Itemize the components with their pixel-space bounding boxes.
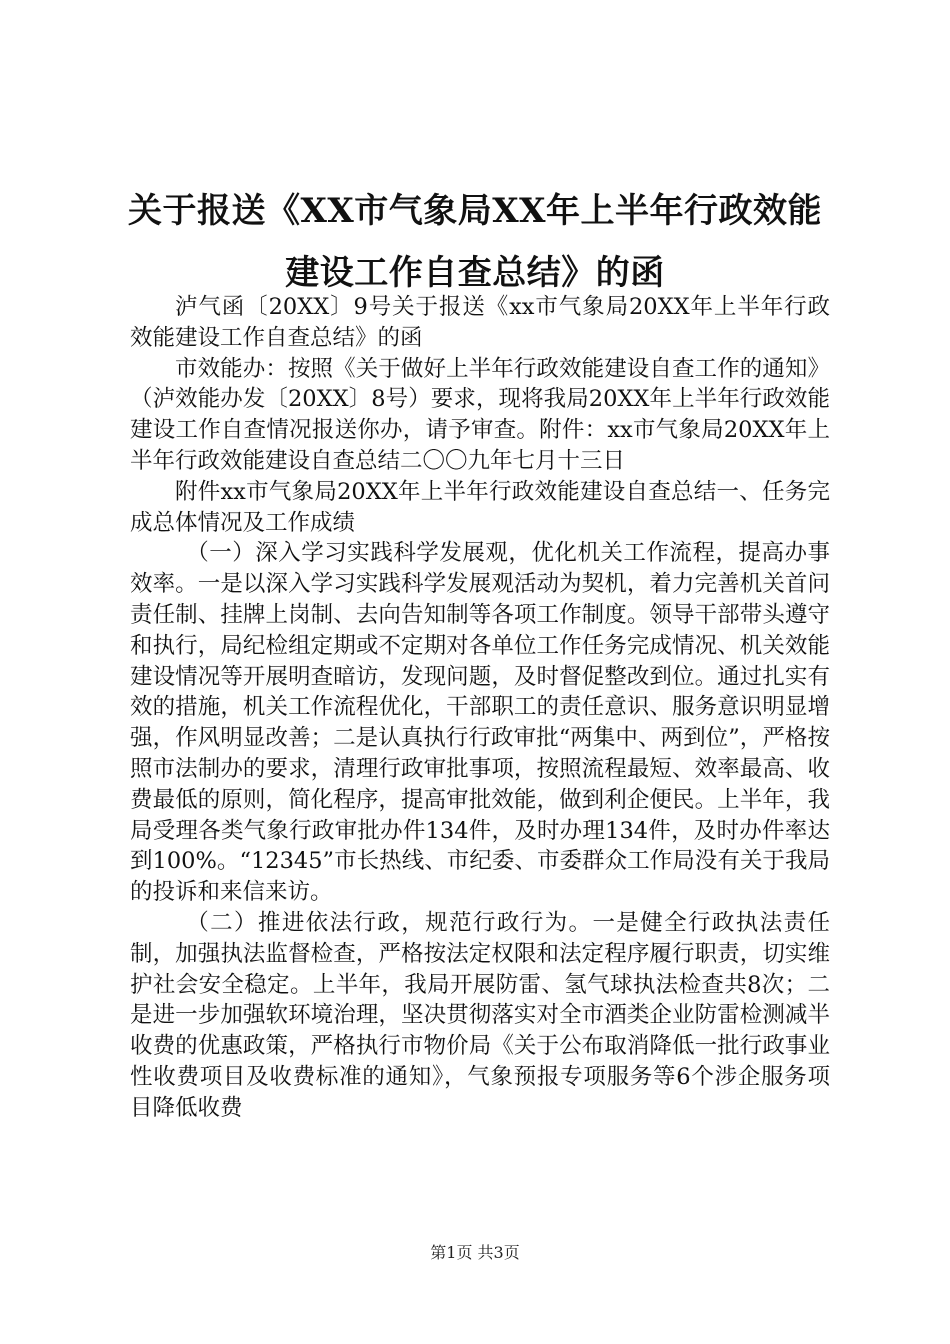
- paragraph-salutation: 市效能办：按照《关于做好上半年行政效能建设自查工作的通知》（泸效能办发〔20XX〕8号）要求，现将我局20XX年上半年行政效能建设工作自查情况报送你办，请予审查。附件：xx市气象局20XX年上半年行政效能建设自查总结二〇〇九年七月十三日: [130, 355, 830, 474]
- paragraph-attachment-heading: 附件xx市气象局20XX年上半年行政效能建设自查总结一、任务完成总体情况及工作成绩: [130, 478, 830, 536]
- page-number-footer: 第1页 共3页: [430, 1243, 520, 1262]
- document-title-line-1: 关于报送《XX市气象局XX年上半年行政效能: [127, 191, 823, 231]
- document-title-line-2: 建设工作自查总结》的函: [285, 253, 665, 293]
- paragraph-section-1: （一）深入学习实践科学发展观，优化机关工作流程，提高办事效率。一是以深入学习实践科学发展观活动为契机，着力完善机关首问责任制、挂牌上岗制、去向告知制等各项工作制度。领导干部带头遵守和执行，局纪检组定期或不定期对各单位工作任务完成情况、机关效能建设情况等开展明查暗访，发现问题，及时督促整改到位。通过扎实有效的措施，机关工作流程优化，干部职工的责任意识、服务意识明显增强，作风明显改善；二是认真执行行政审批“两集中、两到位”，严格按照市法制办的要求，清理行政审批事项，按照流程最短、效率最高、收费最低的原则，简化程序，提高审批效能，做到利企便民。上半年，我局受理各类气象行政审批办件134件，及时办理134件，及时办件率达到100%。“12345”市长热线、市纪委、市委群众工作局没有关于我局的投诉和来信来访。: [130, 540, 830, 906]
- paragraph-section-2: （二）推进依法行政，规范行政行为。一是健全行政执法责任制，加强执法监督检查，严格按法定权限和法定程序履行职责，切实维护社会安全稳定。上半年，我局开展防雷、氢气球执法检查共8次；二是进一步加强软环境治理，坚决贯彻落实对全市酒类企业防雷检测减半收费的优惠政策，严格执行市物价局《关于公布取消降低一批行政事业性收费项目及收费标准的通知》，气象预报专项服务等6个涉企服务项目降低收费: [130, 909, 830, 1121]
- document-body: [130, 292, 830, 1124]
- paragraph-reference: 泸气函〔20XX〕9号关于报送《xx市气象局20XX年上半年行政效能建设工作自查总结》的函: [130, 294, 830, 351]
